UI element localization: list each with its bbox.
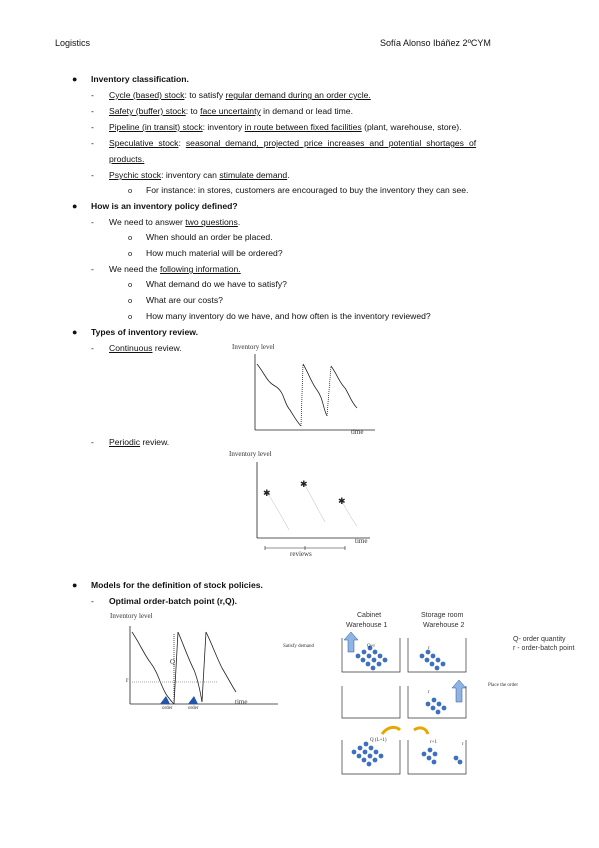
fig2-xlabel: time: [355, 537, 368, 545]
bullet: ●: [72, 580, 78, 590]
term: stimulate demand: [219, 170, 288, 180]
list-item: [109, 437, 169, 448]
fig3-q: Q: [170, 658, 176, 666]
sub-item: For instance: in stores, customers are encouraged to buy the inventory they can see.: [146, 185, 469, 195]
dash: -: [91, 138, 94, 148]
list-item: [109, 122, 462, 133]
text: in demand or lead time.: [260, 106, 353, 116]
arrow-icon: [344, 632, 358, 652]
bullet: ●: [72, 327, 78, 337]
section-title: Types of inventory review.: [91, 327, 198, 337]
list-item: [109, 106, 353, 117]
term: Periodic: [109, 437, 141, 447]
fig4-legend-r: r - order-batch point: [513, 645, 575, 652]
sub-item: What are our costs?: [146, 295, 223, 305]
header-right: Sofía Alonso Ibáñez 2ºCYM: [380, 38, 491, 48]
text: review.: [152, 343, 182, 353]
term: Psychic stock: [109, 170, 162, 180]
fig3-order: order: [188, 706, 199, 711]
term: Cycle (based) stock: [109, 90, 185, 100]
list-item: [109, 170, 290, 181]
sub-bullet: o: [128, 249, 133, 258]
term: Pipeline (in transit) stock: [109, 122, 203, 132]
fig4-cabinet: Cabinet: [357, 612, 382, 619]
section-title: How is an inventory policy defined?: [91, 201, 238, 211]
term: Safety (buffer) stock: [109, 106, 186, 116]
list-item: [109, 264, 241, 275]
stock-dots: [352, 646, 463, 767]
text: We need the: [109, 264, 160, 274]
header-left: Logistics: [55, 38, 91, 48]
dash: -: [91, 90, 94, 100]
list-item: [109, 138, 476, 149]
term: seasonal demand, projected price increases and potential shortages of: [185, 138, 477, 148]
list-item: [109, 343, 182, 354]
review-point: ✱: [263, 488, 271, 498]
text: .: [237, 217, 241, 227]
term: face uncertainty: [200, 106, 261, 116]
arrow-icon: [382, 727, 400, 734]
sub-bullet: o: [128, 312, 133, 321]
fig3-r: r: [126, 676, 129, 684]
fig4-storage: Storage room: [421, 612, 464, 619]
sub-title: Optimal order-batch point (r,Q).: [109, 596, 237, 606]
term: following information.: [159, 264, 241, 274]
warehouse-diagram: [338, 630, 488, 780]
list-item: [109, 90, 371, 101]
rq-chart: [118, 624, 288, 714]
text: review.: [140, 437, 170, 447]
fig3-ylabel: Inventory level: [110, 612, 153, 620]
continuous-review-chart: [245, 352, 385, 437]
list-item-cont: [109, 154, 144, 165]
dash: -: [91, 122, 94, 132]
fig4-wh1: Warehouse 1: [346, 622, 388, 629]
sub-bullet: o: [128, 233, 133, 242]
sub-bullet: o: [128, 296, 133, 305]
section-title: Inventory classification.: [91, 74, 189, 84]
fig4-r3: r: [462, 742, 464, 747]
fig4-legend-q: Q- order quantity: [513, 636, 566, 643]
fig4-demand: Satisfy demand: [283, 644, 314, 649]
periodic-review-chart: [245, 460, 385, 560]
section-title: Models for the definition of stock policies.: [91, 580, 263, 590]
fig2-ylabel: Inventory level: [229, 450, 272, 458]
arrow-icon: [414, 728, 428, 734]
sub-item: How many inventory do we have, and how often is the inventory reviewed?: [146, 311, 431, 321]
term: in route between fixed facilities: [244, 122, 362, 132]
fig3-xlabel: time: [235, 698, 248, 706]
dash: -: [91, 437, 94, 447]
fig4-wh2: Warehouse 2: [423, 622, 465, 629]
term: Continuous: [109, 343, 153, 353]
fig2-reviews: reviews: [290, 550, 312, 558]
text: : inventory: [202, 122, 245, 132]
term: two questions: [185, 217, 238, 227]
list-item: [109, 217, 240, 228]
bullet: ●: [72, 74, 78, 84]
sub-bullet: o: [128, 280, 133, 289]
fig4-place: Place the order: [488, 683, 518, 688]
fig4-r-mid: r: [428, 690, 430, 695]
dash: -: [91, 170, 94, 180]
text: : inventory can: [161, 170, 220, 180]
sub-item: How much material will be ordered?: [146, 248, 283, 258]
dash: -: [91, 343, 94, 353]
text: We need to answer: [109, 217, 186, 227]
text: .: [287, 170, 290, 180]
text: :: [178, 138, 186, 148]
text: : to: [185, 106, 201, 116]
dash: -: [91, 596, 94, 606]
term: products.: [109, 154, 145, 164]
fig1-xlabel: time: [351, 428, 364, 436]
fig1-ylabel: Inventory level: [232, 343, 275, 351]
bullet: ●: [72, 201, 78, 211]
fig4-qr: Q+r: [367, 644, 376, 649]
fig3-order: order: [162, 706, 173, 711]
arrow-icon: [452, 680, 466, 702]
dash: -: [91, 264, 94, 274]
sub-item: What demand do we have to satisfy?: [146, 279, 287, 289]
fig4-r: r: [428, 646, 430, 651]
review-point: ✱: [338, 496, 346, 506]
text: (plant, warehouse, store).: [361, 122, 462, 132]
sub-item: When should an order be placed.: [146, 232, 273, 242]
term: regular demand during an order cycle.: [225, 90, 371, 100]
review-point: ✱: [300, 479, 308, 489]
dash: -: [91, 106, 94, 116]
fig4-r2: r+1: [430, 740, 437, 745]
fig4-qlabel: Q (L+1): [370, 738, 387, 743]
text: : to satisfy: [184, 90, 226, 100]
dash: -: [91, 217, 94, 227]
term: Speculative stock: [109, 138, 179, 148]
sub-bullet: o: [128, 186, 133, 195]
